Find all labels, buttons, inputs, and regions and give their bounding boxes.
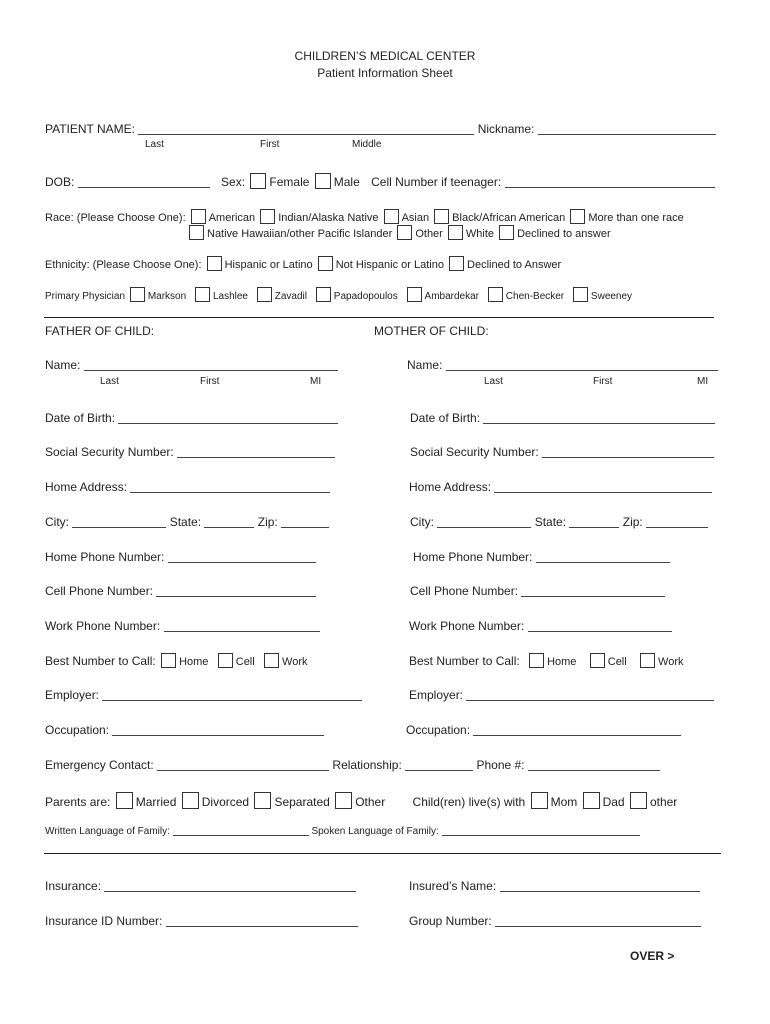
race-option-label: White (465, 228, 495, 240)
race-option-label: Black/African American (452, 212, 566, 224)
relationship-label: Relationship: (332, 758, 402, 772)
mother-work-phone-field[interactable] (528, 619, 672, 632)
dob-label: DOB: (45, 175, 75, 189)
best-option-label: Home (547, 656, 577, 668)
dob-field[interactable] (78, 175, 210, 188)
mother-cell-phone-field[interactable] (521, 584, 665, 597)
section-divider (44, 853, 721, 854)
mother-occupation-field[interactable] (473, 723, 681, 736)
father-cell-phone-label: Cell Phone Number: (45, 584, 154, 598)
mother-work-phone-row (409, 619, 672, 633)
patient-name-row (45, 122, 716, 136)
ethnicity-row (45, 256, 561, 271)
physician-zavadil-checkbox[interactable] (257, 287, 272, 302)
mother-name-row (407, 358, 718, 372)
father-ssn-label: Social Security Number: (45, 445, 174, 459)
patient-name-field[interactable] (138, 122, 474, 135)
physician-markson-checkbox[interactable] (130, 287, 145, 302)
physician-option-label: Chen-Becker (505, 291, 565, 302)
mother-best-number-label: Best Number to Call: (409, 654, 520, 668)
patient-name-sub-first: First (260, 139, 280, 150)
father-sub-mi: MI (310, 376, 322, 387)
race-black-checkbox[interactable] (434, 209, 449, 224)
spoken-language-label: Spoken Language of Family: (311, 826, 439, 837)
physician-option-label: Markson (147, 291, 187, 302)
lives-option-label: Dad (602, 795, 625, 809)
father-employer-row (45, 688, 362, 702)
mother-state-field[interactable] (569, 515, 619, 528)
status-option-label: Married (135, 795, 177, 809)
ethnicity-label: Ethnicity: (Please Choose One): (45, 259, 202, 271)
father-name-row (45, 358, 338, 372)
mother-occupation-label: Occupation: (406, 723, 471, 737)
race-option-label: Indian/Alaska Native (278, 212, 379, 224)
father-cell-phone-row (45, 584, 316, 598)
written-language-field[interactable] (173, 825, 309, 836)
best-option-label: Home (179, 656, 209, 668)
father-zip-field[interactable] (281, 515, 329, 528)
father-city-label: City: (45, 515, 69, 529)
mother-dob-field[interactable] (483, 411, 715, 424)
mother-ssn-field[interactable] (542, 445, 714, 458)
mother-ssn-row (410, 445, 714, 459)
lives-dad-checkbox[interactable] (583, 792, 600, 809)
mother-zip-label: Zip: (622, 515, 643, 529)
best-option-label: Work (282, 656, 308, 668)
father-address-label: Home Address: (45, 480, 128, 494)
emergency-contact-field[interactable] (157, 758, 329, 771)
group-number-label: Group Number: (409, 914, 492, 928)
father-cell-phone-field[interactable] (156, 584, 316, 597)
father-work-phone-label: Work Phone Number: (45, 619, 161, 633)
mother-best-home-checkbox[interactable] (529, 653, 544, 668)
group-number-row (409, 914, 701, 928)
section-divider (44, 317, 714, 318)
status-option-label: Separated (274, 795, 330, 809)
mother-work-phone-label: Work Phone Number: (409, 619, 525, 633)
emergency-phone-label: Phone #: (476, 758, 525, 772)
race-option-label: Declined to answer (517, 228, 611, 240)
mother-zip-field[interactable] (646, 515, 708, 528)
race-white-checkbox[interactable] (448, 225, 463, 240)
insured-name-label: Insured’s Name: (409, 879, 497, 893)
father-heading: FATHER OF CHILD: (45, 324, 155, 338)
father-work-phone-row (45, 619, 320, 633)
race-option-label: Native Hawaiian/other Pacific Islander (207, 228, 393, 240)
insurance-id-row (45, 914, 358, 928)
father-zip-label: Zip: (257, 515, 278, 529)
language-row (45, 825, 640, 837)
nickname-label: Nickname: (477, 122, 535, 136)
teen-cell-label: Cell Number if teenager: (371, 175, 502, 189)
physician-option-label: Lashlee (212, 291, 248, 302)
ethnicity-hispanic-checkbox[interactable] (207, 256, 222, 271)
insurance-label: Insurance: (45, 879, 102, 893)
emergency-phone-field[interactable] (528, 758, 660, 771)
mother-home-phone-field[interactable] (536, 550, 670, 563)
best-option-label: Cell (235, 656, 255, 668)
status-other-checkbox[interactable] (335, 792, 352, 809)
mother-occupation-row (406, 723, 681, 737)
physician-sweeney-checkbox[interactable] (573, 287, 588, 302)
mother-ssn-label: Social Security Number: (410, 445, 539, 459)
insured-name-field[interactable] (500, 879, 700, 892)
father-city-field[interactable] (72, 515, 166, 528)
mother-address-label: Home Address: (409, 480, 492, 494)
relationship-field[interactable] (405, 758, 473, 771)
mother-address-row (409, 480, 712, 494)
best-option-label: Work (658, 656, 684, 668)
race-option-label: Other (415, 228, 443, 240)
mother-state-label: State: (534, 515, 567, 529)
father-occupation-label: Occupation: (45, 723, 110, 737)
ethnicity-option-label: Not Hispanic or Latino (335, 259, 444, 271)
physician-chen-becker-checkbox[interactable] (488, 287, 503, 302)
patient-name-sub-middle: Middle (352, 139, 382, 150)
form-org-title: CHILDREN’S MEDICAL CENTER (294, 49, 476, 63)
race-multiple-checkbox[interactable] (570, 209, 585, 224)
mother-address-field[interactable] (494, 480, 712, 493)
form-title: Patient Information Sheet (317, 66, 453, 80)
father-best-home-checkbox[interactable] (161, 653, 176, 668)
spoken-language-field[interactable] (442, 825, 640, 836)
race-row-1 (45, 209, 684, 224)
insurance-field[interactable] (104, 879, 356, 892)
mother-city-row (410, 515, 708, 529)
race-declined-checkbox[interactable] (499, 225, 514, 240)
mother-home-phone-row (413, 550, 670, 564)
mother-employer-field[interactable] (466, 688, 714, 701)
physician-option-label: Ambardekar (424, 291, 479, 302)
mother-city-field[interactable] (437, 515, 531, 528)
mother-home-phone-label: Home Phone Number: (413, 550, 533, 564)
father-address-row (45, 480, 330, 494)
insurance-id-field[interactable] (166, 914, 358, 927)
best-option-label: Cell (607, 656, 627, 668)
father-ssn-row (45, 445, 335, 459)
father-employer-field[interactable] (102, 688, 362, 701)
ethnicity-option-label: Declined to Answer (467, 259, 562, 271)
ethnicity-option-label: Hispanic or Latino (224, 259, 313, 271)
race-label: Race: (Please Choose One): (45, 212, 186, 224)
physician-ambardekar-checkbox[interactable] (407, 287, 422, 302)
race-american-checkbox[interactable] (191, 209, 206, 224)
mother-name-label: Name: (407, 358, 443, 372)
race-option-label: Asian (401, 212, 430, 224)
race-option-label: More than one race (588, 212, 684, 224)
father-address-field[interactable] (130, 480, 330, 493)
father-occupation-row (45, 723, 324, 737)
ethnicity-not-hispanic-checkbox[interactable] (318, 256, 333, 271)
father-best-number-label: Best Number to Call: (45, 654, 156, 668)
physician-lashlee-checkbox[interactable] (195, 287, 210, 302)
status-divorced-checkbox[interactable] (182, 792, 199, 809)
father-ssn-field[interactable] (177, 445, 335, 458)
mother-name-field[interactable] (446, 358, 718, 371)
sex-label: Sex: (221, 175, 246, 189)
physician-option-label: Zavadil (274, 291, 308, 302)
group-number-field[interactable] (495, 914, 701, 927)
father-home-phone-field[interactable] (168, 550, 316, 563)
status-option-label: Divorced (201, 795, 250, 809)
physician-label: Primary Physician (45, 291, 126, 302)
over-indicator: OVER > (630, 949, 675, 963)
sex-female-checkbox[interactable] (250, 173, 266, 189)
mother-sub-first: First (593, 376, 613, 387)
race-option-label: American (208, 212, 256, 224)
sex-male-checkbox[interactable] (315, 173, 331, 189)
mother-cell-phone-row (410, 584, 665, 598)
father-best-number-row (45, 653, 308, 668)
dob-sex-row (45, 173, 715, 189)
race-row-2 (187, 225, 611, 240)
insurance-id-label: Insurance ID Number: (45, 914, 163, 928)
mother-employer-row (409, 688, 714, 702)
status-separated-checkbox[interactable] (254, 792, 271, 809)
sex-female-label: Female (269, 175, 310, 189)
father-sub-last: Last (100, 376, 119, 387)
father-sub-first: First (200, 376, 220, 387)
insured-name-row (409, 879, 700, 893)
race-asian-checkbox[interactable] (384, 209, 399, 224)
physician-row (45, 287, 632, 302)
mother-best-cell-checkbox[interactable] (590, 653, 605, 668)
father-dob-row (45, 411, 338, 425)
mother-cell-phone-label: Cell Phone Number: (410, 584, 519, 598)
ethnicity-declined-checkbox[interactable] (449, 256, 464, 271)
father-occupation-field[interactable] (112, 723, 324, 736)
parents-status-label: Parents are: (45, 795, 111, 809)
physician-option-label: Sweeney (590, 291, 633, 302)
sex-male-label: Male (333, 175, 360, 189)
father-dob-label: Date of Birth: (45, 411, 116, 425)
emergency-row (45, 758, 660, 772)
mother-sub-last: Last (484, 376, 503, 387)
status-married-checkbox[interactable] (116, 792, 133, 809)
insurance-row (45, 879, 356, 893)
written-language-label: Written Language of Family: (45, 826, 170, 837)
father-name-field[interactable] (84, 358, 338, 371)
father-state-label: State: (169, 515, 202, 529)
physician-papadopoulos-checkbox[interactable] (316, 287, 331, 302)
lives-with-label: Child(ren) live(s) with (412, 795, 526, 809)
emergency-contact-label: Emergency Contact: (45, 758, 154, 772)
father-dob-field[interactable] (118, 411, 338, 424)
father-best-cell-checkbox[interactable] (218, 653, 233, 668)
lives-other-checkbox[interactable] (630, 792, 647, 809)
father-home-phone-label: Home Phone Number: (45, 550, 165, 564)
race-other-checkbox[interactable] (397, 225, 412, 240)
physician-option-label: Papadopoulos (333, 291, 398, 302)
father-best-work-checkbox[interactable] (264, 653, 279, 668)
mother-dob-row (410, 411, 715, 425)
lives-mom-checkbox[interactable] (531, 792, 548, 809)
status-option-label: Other (355, 795, 386, 809)
father-city-row (45, 515, 329, 529)
lives-option-label: other (649, 795, 678, 809)
lives-option-label: Mom (550, 795, 578, 809)
parents-status-row (45, 792, 677, 809)
nickname-field[interactable] (538, 122, 716, 135)
mother-city-label: City: (410, 515, 434, 529)
teen-cell-field[interactable] (505, 175, 715, 188)
father-state-field[interactable] (204, 515, 254, 528)
patient-name-sub-last: Last (145, 139, 164, 150)
patient-name-label: PATIENT NAME: (45, 122, 136, 136)
race-hawaiian-checkbox[interactable] (189, 225, 204, 240)
father-employer-label: Employer: (45, 688, 100, 702)
father-home-phone-row (45, 550, 316, 564)
father-work-phone-field[interactable] (164, 619, 320, 632)
mother-heading: MOTHER OF CHILD: (374, 324, 489, 338)
race-indian-checkbox[interactable] (260, 209, 275, 224)
mother-employer-label: Employer: (409, 688, 464, 702)
mother-best-work-checkbox[interactable] (640, 653, 655, 668)
father-name-label: Name: (45, 358, 81, 372)
mother-sub-mi: MI (697, 376, 709, 387)
mother-best-number-row (409, 653, 684, 668)
mother-dob-label: Date of Birth: (410, 411, 481, 425)
